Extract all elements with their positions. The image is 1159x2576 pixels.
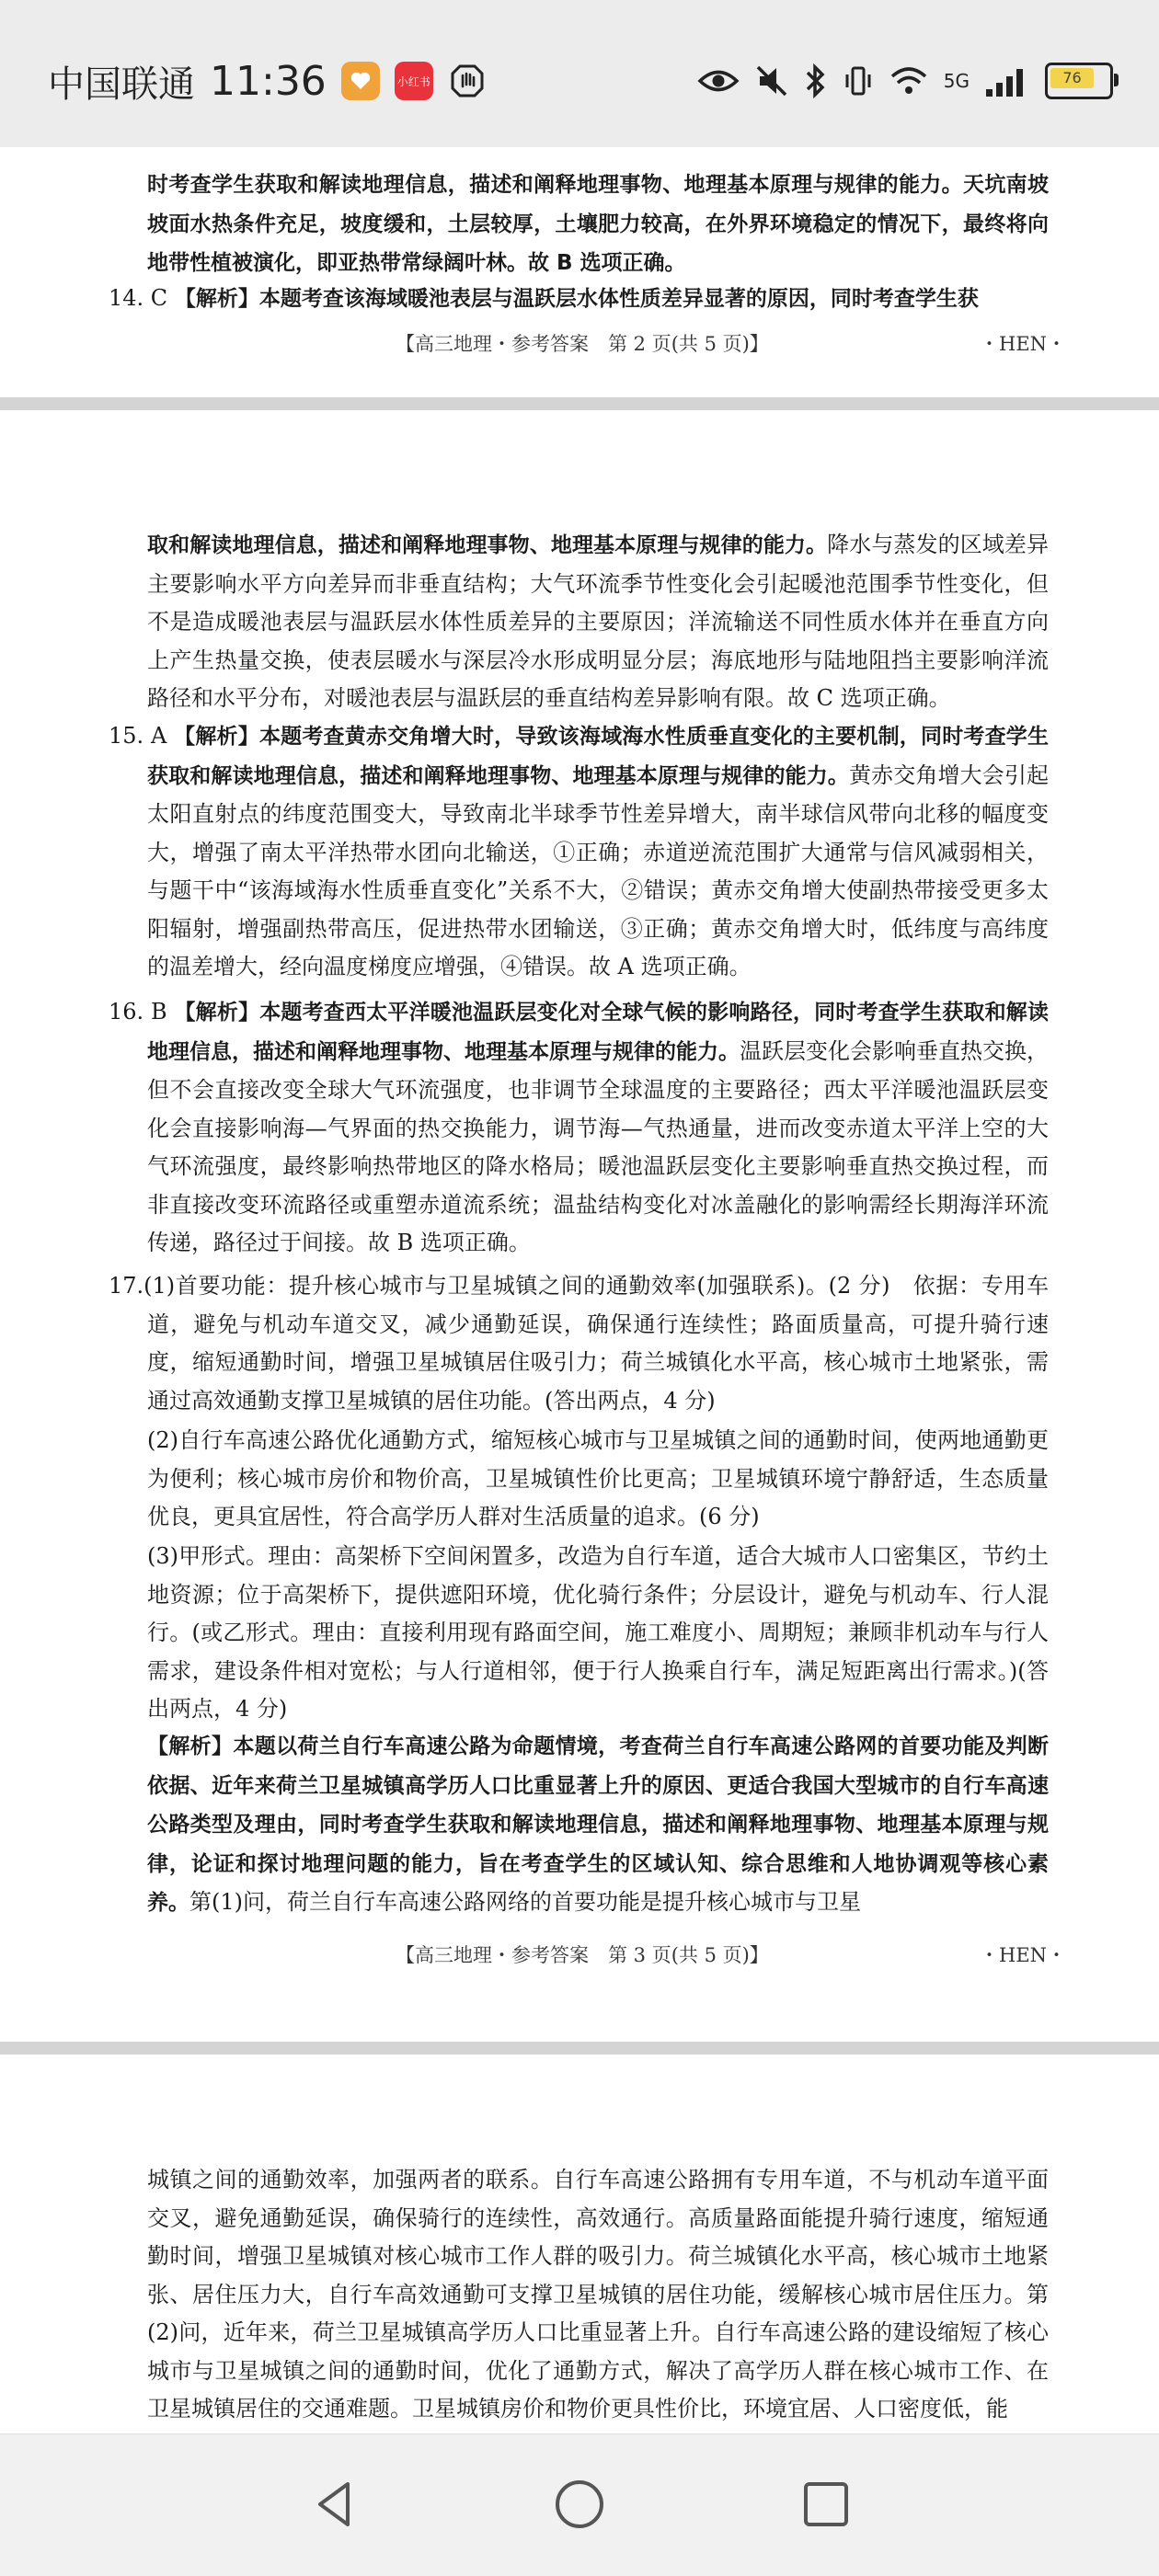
q14-number: 14. C	[109, 285, 168, 311]
q16-block	[109, 993, 1049, 1263]
carrier-label: 中国联通	[48, 63, 195, 106]
q17-number: 17.	[109, 1273, 144, 1299]
q14-analysis-text: 降水与蒸发的区域差异主要影响水平方向差异而非垂直结构；大气环流季节性变化会引起暖池范围季节性变化，但不是造成暖池表层与温跃层水体性质差异的主要原因；洋流输送不同性质水体并在垂直方向上产生热量交换，使表层暖水与深层冷水形成明显分层；海底地形与陆地阻挡主要影响洋流路径和水平分布，对暖池表层与温跃层的垂直结构差异影响有限。故 C 选项正确。	[147, 532, 1050, 711]
q14-start	[109, 280, 1049, 319]
wifi-icon	[889, 63, 929, 98]
page2-cont-text: 时考查学生获取和解读地理信息，描述和阐释地理事物、地理基本原理与规律的能力。天坑南坡坡面水热条件充足，坡度缓和，土层较厚，土壤肥力较高，在外界环境稳定的情况下，最终将向地带性植被演化，即亚热带常绿阔叶林。故 B 选项正确。	[147, 173, 1049, 275]
page2-footer-label: 【高三地理・参考答案 第 2 页(共 5 页)】	[396, 333, 769, 355]
q14-analysis-head: 【解析】本题考查该海域暖池表层与温跃层水体性质差异显著的原因，同时考查学生获	[174, 287, 979, 311]
home-icon[interactable]	[552, 2477, 607, 2532]
q15-block	[109, 717, 1049, 987]
q17-analysis-head: 【解析】本题以荷兰自行车高速公路为命题情境，考查荷兰自行车高速公路网的首要功能及判断依据、近年来荷兰卫星城镇高学历人口比重显著上升的原因、更适合我国大型城市的自行车高速公路类型及理由，同时考查学生获取和解读地理信息，描述和阐释地理事物、地理基本原理与规律，论证和探讨地理问题的能力，旨在考查学生的区域认知、综合思维和人地协调观等核心素养。	[147, 1735, 1049, 1915]
q16-number: 16. B	[109, 999, 167, 1025]
hand-icon	[448, 62, 487, 100]
page3-footer-label: 【高三地理・参考答案 第 3 页(共 5 页)】	[396, 1944, 769, 1966]
q17-part1	[109, 1267, 1049, 1420]
document-viewer[interactable]	[0, 147, 1159, 2433]
q17-part2	[147, 1422, 1049, 1537]
page2-footer	[0, 329, 1159, 362]
q14-continuation	[147, 526, 1049, 718]
bluetooth-icon	[804, 63, 828, 98]
clock: 11:36	[210, 57, 327, 105]
page2-continuation	[147, 166, 1049, 283]
back-icon[interactable]	[307, 2477, 362, 2532]
q17-part2-text: (2)自行车高速公路优化通勤方式，缩短核心城市与卫星城镇之间的通勤时间，使两地通勤更为便利；核心城市房价和物价高，卫星城镇性价比更高；卫星城镇环境宁静舒适，生态质量优良，更具宜居性，符合高学历人群对生活质量的追求。(6 分)	[147, 1427, 1049, 1529]
recents-icon[interactable]	[798, 2477, 854, 2532]
page-separator	[0, 2042, 1159, 2055]
q15-number: 15. A	[109, 723, 167, 749]
q17-part3-text: (3)甲形式。理由：高架桥下空间闲置多，改造为自行车道，适合大城市人口密集区，节约土地资源；位于高架桥下，提供遮阳环境，优化骑行条件；分层设计，避免与机动车、行人混行。(或乙形式。理由：直接利用现有路面空间，施工难度小、周期短；兼顾非机动车与行人需求，建设条件相对宽松；与人行道相邻，便于行人换乘自行车，满足短距离出行需求。)(答出两点，4 分)	[147, 1543, 1049, 1722]
status-right	[697, 53, 1113, 109]
page4-text	[147, 2161, 1049, 2429]
status-bar	[0, 0, 1159, 148]
q14-analysis-head-cont: 取和解读地理信息，描述和阐释地理事物、地理基本原理与规律的能力。	[147, 533, 828, 557]
q17-part1-text: (1)首要功能：提升核心城市与卫星城镇之间的通勤效率(加强联系)。(2 分) 依据：专用车道，避免与机动车道交叉，减少通勤延误，确保通行连续性；路面质量高，可提升骑行速度，缩短通勤时间，增强卫星城镇居住吸引力；荷兰城镇化水平高，核心城市土地紧张，需通过高效通勤支撑卫星城镇的居住功能。(答出两点，4 分)	[143, 1273, 1049, 1414]
eye-icon	[697, 65, 740, 97]
signal-icon	[984, 63, 1030, 98]
q17-analysis	[147, 1727, 1049, 1923]
navigation-bar	[0, 2433, 1159, 2576]
page4-body: 城镇之间的通勤效率，加强两者的联系。自行车高速公路拥有专用车道，不与机动车道平面交叉，避免通勤延误，确保骑行的连续性，高效通行。高质量路面能提升骑行速度，缩短通勤时间，增强卫星城镇对核心城市工作人群的吸引力。荷兰城镇化水平高，核心城市土地紧张、居住压力大，自行车高效通勤可支撑卫星城镇的居住功能，缓解核心城市居住压力。第(2)问，近年来，荷兰卫星城镇高学历人口比重显著上升。自行车高速公路的建设缩短了核心城市与卫星城镇之间的通勤时间，优化了通勤方式，解决了高学历人群在核心城市工作、在卫星城镇居住的交通难题。卫星城镇房价和物价更具性价比，环境宜居、人口密度低，能	[147, 2167, 1049, 2421]
xiaohongshu-icon: 小红书	[395, 62, 433, 100]
q17-part3	[147, 1538, 1049, 1729]
q17-analysis-text: 第(1)问，荷兰自行车高速公路网络的首要功能是提升核心城市与卫星	[189, 1889, 861, 1915]
app-notification-icon	[341, 62, 380, 100]
page3-footer	[0, 1941, 1159, 1974]
network-type-label: 5G	[943, 70, 970, 92]
page3-footer-code: ・HEN・	[980, 1944, 1067, 1966]
page2-footer-code: ・HEN・	[980, 333, 1067, 355]
q16-analysis-head: 【解析】本题考查西太平洋暖池温跃层变化对全球气候的影响路径，同时考查学生获取和解读地理信息，描述和阐释地理事物、地理基本原理与规律的能力。	[147, 1001, 1049, 1064]
heart-icon	[349, 69, 373, 93]
battery-icon	[1045, 63, 1113, 99]
battery-level: 76	[1050, 68, 1094, 88]
q16-analysis-text: 温跃层变化会影响垂直热交换，但不会直接改变全球大气环流强度，也非调节全球温度的主要路径；西太平洋暖池温跃层变化会直接影响海—气界面的热交换能力，调节海—气热通量，进而改变赤道太平洋上空的大气环流强度，最终影响热带地区的降水格局；暖池温跃层变化主要影响垂直热交换过程，而非直接改变环流路径或重塑赤道流系统；温盐结构变化对冰盖融化的影响需经长期海洋环流传递，路径过于间接。故 B 选项正确。	[147, 1037, 1049, 1255]
q15-analysis-text: 黄赤交角增大会引起太阳直射点的纬度范围变大，导致南北半球季节性差异增大，南半球信风带向北移的幅度变大，增强了南太平洋热带水团向北输送，①正确；赤道逆流范围扩大通常与信风减弱相关，与题干中“该海域海水性质垂直变化”关系不大，②错误；黄赤交角增大使副热带接受更多太阳辐射，增强副热带高压，促进热带水团输送，③正确；黄赤交角增大时，低纬度与高纬度的温差增大，经向温度梯度应增强，④错误。故 A 选项正确。	[147, 761, 1050, 979]
q15-analysis-head: 【解析】本题考查黄赤交角增大时，导致该海域海水性质垂直变化的主要机制，同时考查学生获取和解读地理信息，描述和阐释地理事物、地理基本原理与规律的能力。	[147, 725, 1049, 788]
page-separator	[0, 397, 1159, 410]
status-left	[48, 53, 487, 109]
vibrate-icon	[843, 63, 874, 98]
mute-icon	[754, 63, 789, 98]
